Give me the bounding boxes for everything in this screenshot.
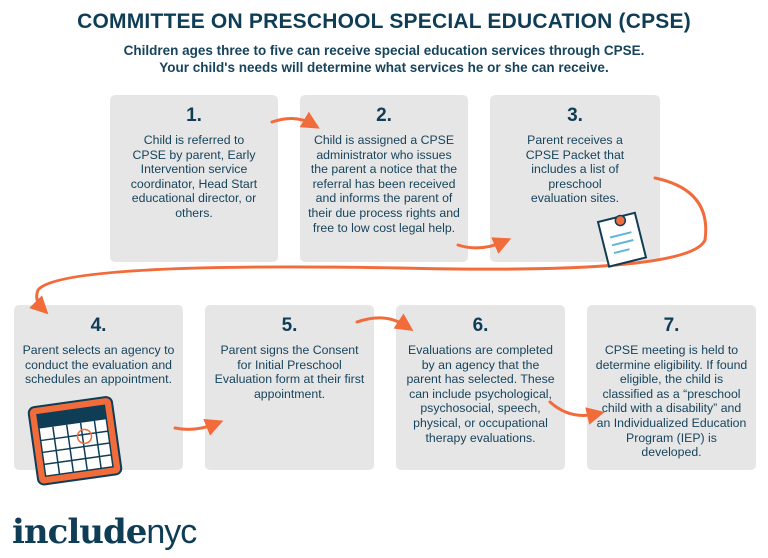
step-number: 6.	[472, 315, 489, 336]
step-number: 7.	[663, 315, 680, 336]
logo-text: include	[12, 512, 147, 552]
subtitle-line: Children ages three to five can receive special education services through CPSE.	[123, 43, 645, 58]
step-text: Parent selects an agency to conduct the evaluation and schedules an appointment.	[22, 343, 175, 387]
step-text: CPSE meeting is held to determine eligibility. If found eligible, the child is classified as a “preschool child with a disability” and an Individualized Education Program (IEP) is developed.	[595, 343, 748, 460]
step-number: 3.	[567, 105, 583, 126]
arrow-4-5	[175, 424, 215, 429]
arrow-5-6	[357, 318, 406, 326]
step-text: Evaluations are completed by an agency that the parent has selected. These can include psychological, psychosocial, speech, physical, or occupational therapy evaluations.	[406, 343, 555, 445]
arrow-1-2	[272, 118, 312, 124]
step-text: Child is assigned a CPSE administrator who issues the parent a notice that the referral has been received and informs the parent of their due process rights and free to low cost legal help.	[308, 133, 460, 235]
step-number: 1.	[186, 105, 202, 126]
step-number: 4.	[90, 315, 107, 336]
calendar-icon	[28, 396, 122, 485]
clipboard-paper-icon	[598, 212, 646, 267]
step-text: Child is referred to CPSE by parent, Early Intervention service coordinator, Head Start educational director, or others.	[130, 133, 258, 220]
step-text: Parent signs the Consent for Initial Preschool Evaluation form at their first appointment.	[214, 343, 365, 401]
page-title: COMMITTEE ON PRESCHOOL SPECIAL EDUCATION (CPSE)	[77, 10, 691, 33]
step-text: Parent receives a CPSE Packet that includes a list of preschool evaluation sites.	[525, 133, 625, 206]
subtitle-line: Your child's needs will determine what services he or she can receive.	[159, 60, 609, 75]
includenyc-logo	[12, 512, 196, 552]
logo-text: nyc	[146, 513, 197, 551]
arrow-2-3	[458, 242, 503, 248]
step-number: 5.	[281, 315, 298, 336]
arrow-6-7	[550, 402, 596, 416]
step-number: 2.	[376, 105, 392, 126]
